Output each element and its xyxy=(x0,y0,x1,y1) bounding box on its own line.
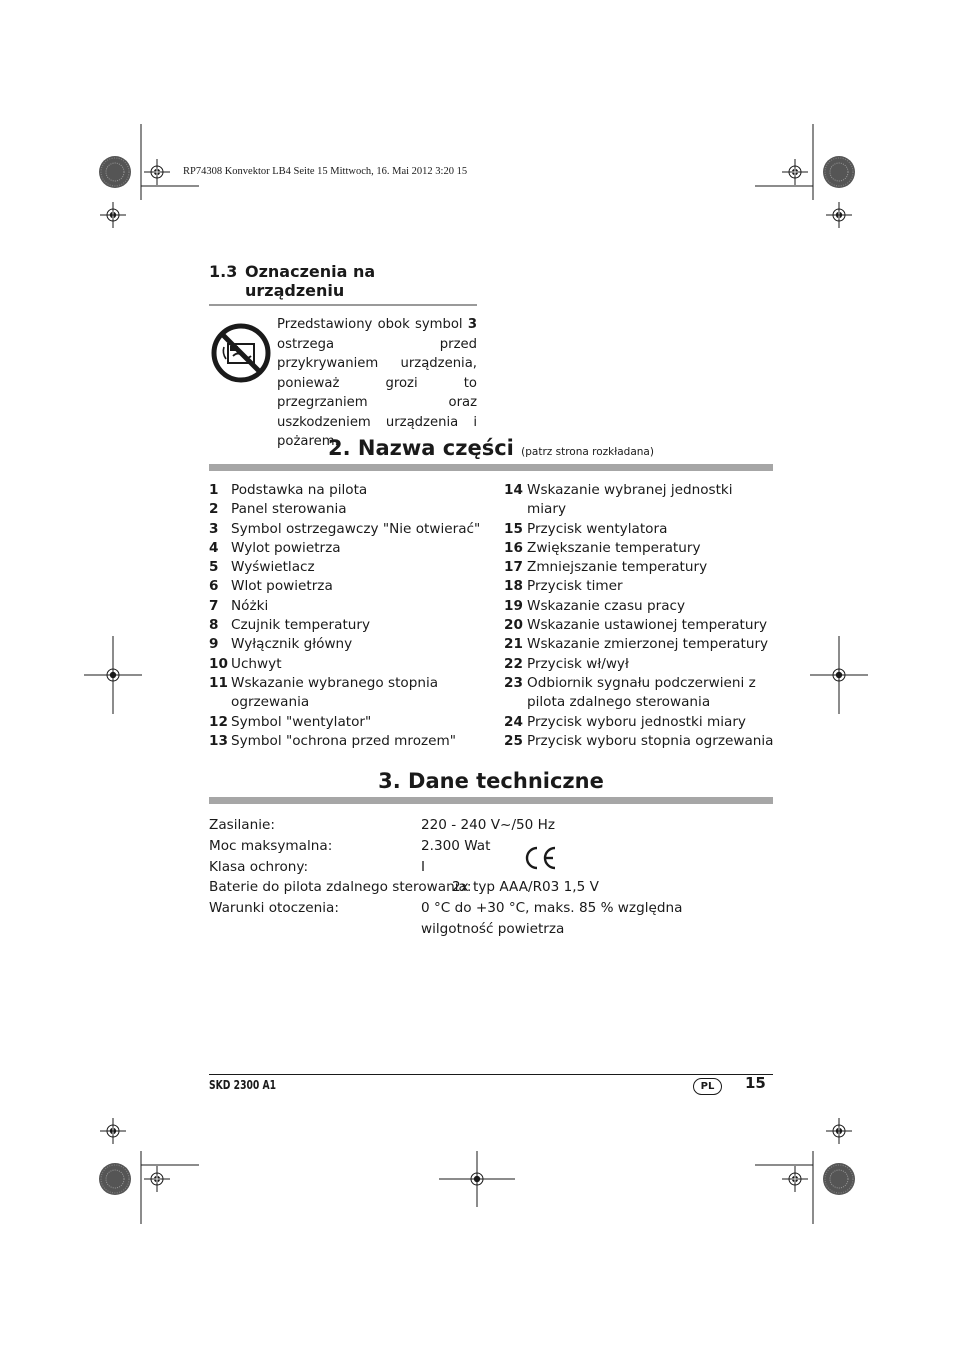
part-number: 19 xyxy=(504,597,523,614)
part-label: Uchwyt xyxy=(231,655,282,672)
part-label: Symbol "ochrona przed mrozem" xyxy=(231,732,457,749)
desc-part-1: Przedstawiony obok symbol xyxy=(277,317,468,332)
spec-value: 2x typ AAA/R03 1,5 V xyxy=(452,879,599,896)
star-target-top-right xyxy=(823,156,855,188)
part-label: Przycisk wyboru jednostki miary xyxy=(527,713,746,730)
part-label: Czujnik temperatury xyxy=(231,617,371,634)
part-number: 20 xyxy=(504,617,523,634)
part-number: 17 xyxy=(504,559,523,576)
star-target-top-left xyxy=(99,156,131,188)
part-number: 22 xyxy=(504,655,523,672)
part-label: Wskazanie wybranego stopnia ogrzewania xyxy=(231,674,439,711)
spec-value: 0 °C do +30 °C, maks. 85 % względna xyxy=(421,900,683,917)
part-number: 12 xyxy=(209,713,228,730)
part-label: Zwiększanie temperatury xyxy=(527,539,701,556)
part-number: 6 xyxy=(209,578,219,595)
part-number: 10 xyxy=(209,655,228,672)
spec-label: Baterie do pilota zdalnego sterowania: xyxy=(209,879,472,896)
part-label: Przycisk wł/wył xyxy=(527,655,629,672)
print-header: RP74308 Konvektor LB4 Seite 15 Mittwoch, 16. Mai 2012 3:20 15 xyxy=(183,166,468,177)
spec-value: 2.300 Wat xyxy=(421,837,491,854)
part-number: 16 xyxy=(504,539,523,556)
part-number: 7 xyxy=(209,597,219,614)
part-label: Przycisk wyboru stopnia ogrzewania xyxy=(527,732,774,749)
spec-label: Moc maksymalna: xyxy=(209,837,333,854)
part-label: Wyświetlacz xyxy=(231,559,315,576)
part-number: 24 xyxy=(504,713,523,730)
part-number: 9 xyxy=(209,636,219,653)
part-label: Wskazanie ustawionej temperatury xyxy=(527,617,768,634)
section-title: Oznaczenia na urządzeniu xyxy=(245,262,376,300)
part-label: Nóżki xyxy=(231,597,269,614)
part-number: 5 xyxy=(209,559,219,576)
language-badge: PL xyxy=(693,1078,722,1095)
part-number: 23 xyxy=(504,674,523,691)
desc-part-2: ostrzega przed przykrywaniem urządzenia, ponieważ grozi to przegrzaniem oraz uszkodzeniem urządzenia i pożarem. xyxy=(277,336,477,449)
section-2-title: 2. Nazwa części xyxy=(328,436,514,460)
desc-ref-number: 3 xyxy=(467,317,477,332)
star-target-bottom-right xyxy=(823,1163,855,1195)
part-label: Symbol "wentylator" xyxy=(231,713,372,730)
part-label: Zmniejszanie temperatury xyxy=(527,559,708,576)
part-number: 14 xyxy=(504,482,523,498)
part-number: 2 xyxy=(209,501,219,518)
spec-label: Warunki otoczenia: xyxy=(209,900,339,917)
page-number: 15 xyxy=(745,1074,766,1092)
spec-value: 220 - 240 V~/50 Hz xyxy=(421,817,556,833)
part-label: Wskazanie zmierzonej temperatury xyxy=(527,636,769,653)
part-label: Wskazanie czasu pracy xyxy=(527,597,686,614)
footer-model: SKD 2300 A1 xyxy=(209,1077,277,1092)
star-target-bottom-left xyxy=(99,1163,131,1195)
part-number: 13 xyxy=(209,732,228,749)
part-number: 1 xyxy=(209,482,219,498)
part-label: Podstawka na pilota xyxy=(231,482,368,498)
part-label: Wyłącznik główny xyxy=(231,636,353,653)
part-label: Wlot powietrza xyxy=(231,578,333,595)
part-label: Symbol ostrzegawczy "Nie otwierać" xyxy=(231,520,481,537)
part-label: Przycisk timer xyxy=(527,578,623,595)
part-label: Panel sterowania xyxy=(231,501,347,518)
part-number: 18 xyxy=(504,578,523,595)
section-3-title: 3. Dane techniczne xyxy=(378,769,604,793)
part-number: 25 xyxy=(504,732,523,749)
part-number: 4 xyxy=(209,539,219,556)
part-label: Wylot powietrza xyxy=(231,539,341,556)
part-number: 8 xyxy=(209,617,219,634)
spec-label: Klasa ochrony: xyxy=(209,858,309,875)
spec-value: I xyxy=(421,858,426,875)
part-number: 21 xyxy=(504,636,523,653)
section-number: 1.3 xyxy=(209,262,238,281)
part-number: 11 xyxy=(209,674,228,691)
spec-label: Zasilanie: xyxy=(209,817,275,833)
section-2-subtitle: (patrz strona rozkładana) xyxy=(521,446,654,458)
part-label: Odbiornik sygnału podczerwieni z pilota zdalnego sterowania xyxy=(527,674,756,711)
spec-value: wilgotność powietrza xyxy=(421,920,565,937)
part-number: 15 xyxy=(504,520,523,537)
part-label: Wskazanie wybranej jednostki miary xyxy=(527,482,733,518)
part-number: 3 xyxy=(209,520,219,537)
part-label: Przycisk wentylatora xyxy=(527,520,668,537)
